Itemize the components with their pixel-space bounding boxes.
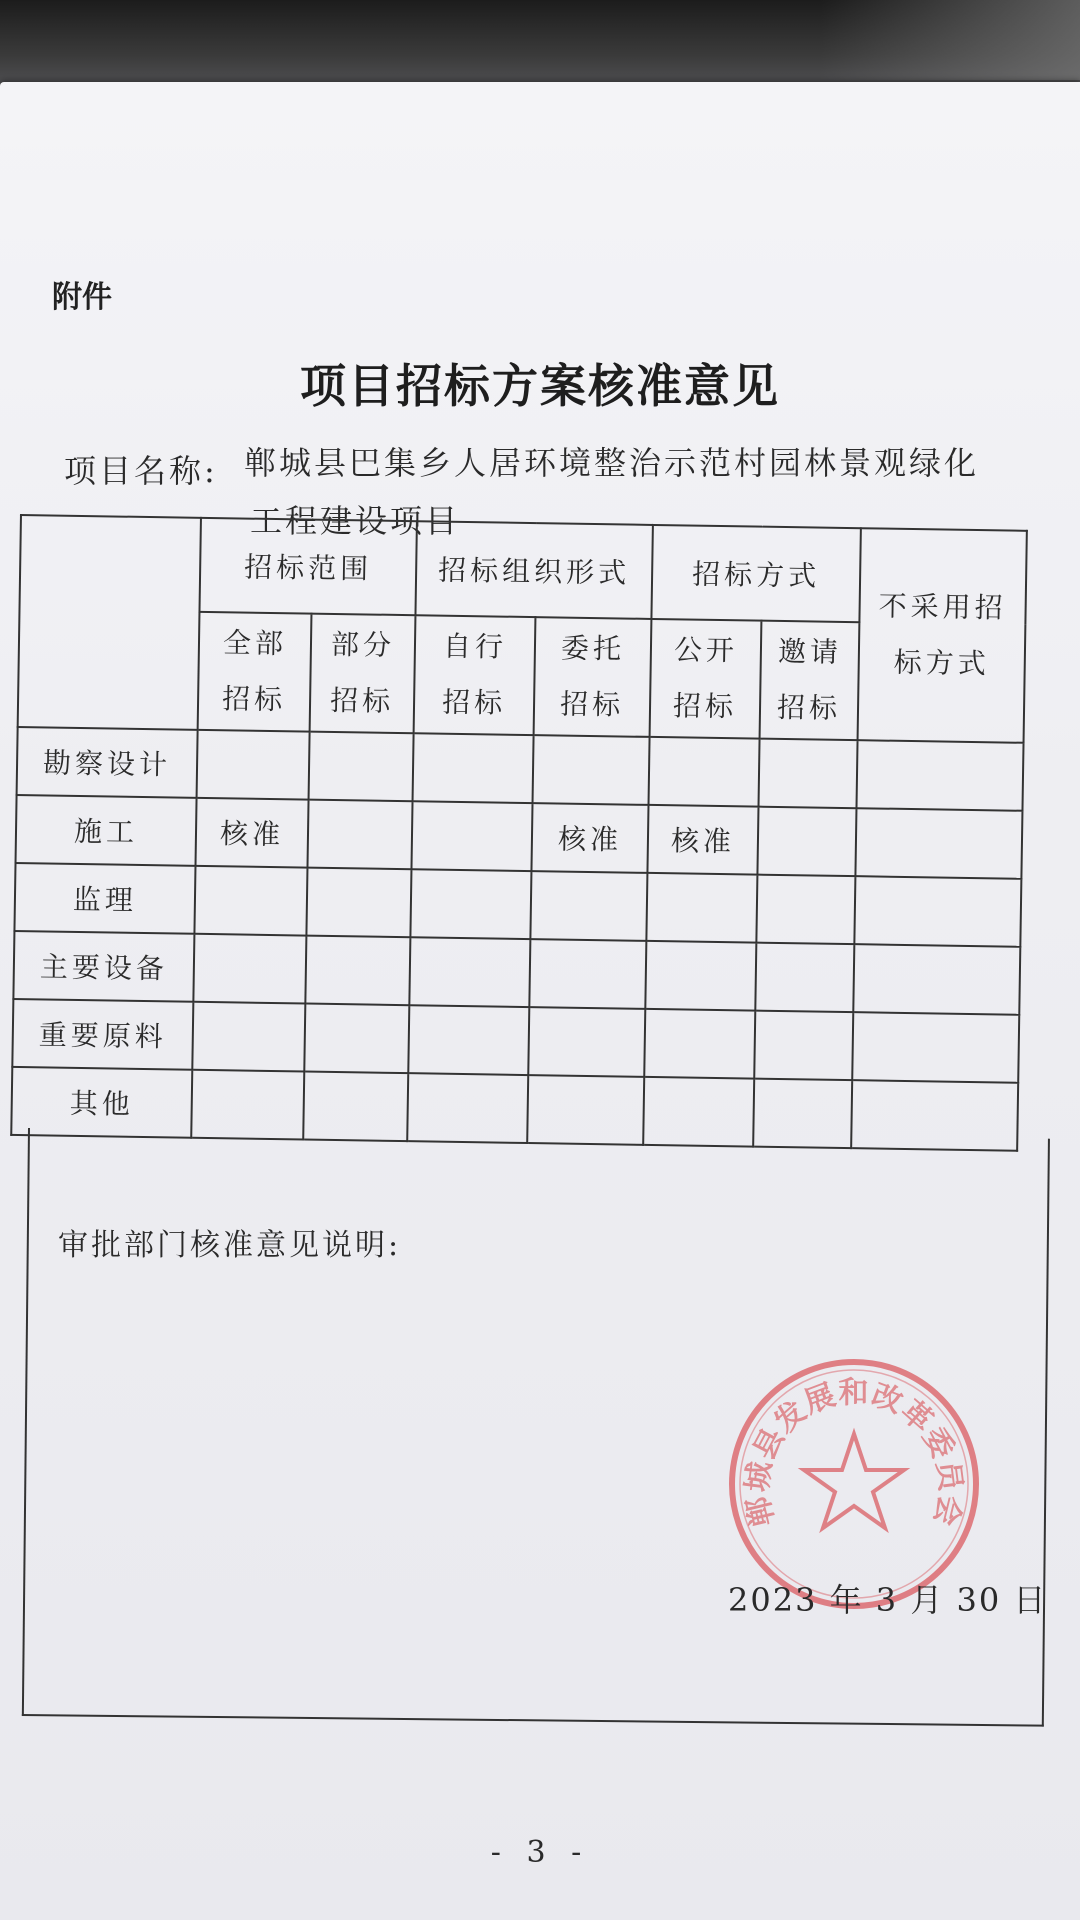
header-method: 招标方式 bbox=[651, 525, 860, 622]
subheader-open bbox=[650, 619, 762, 739]
table-cell bbox=[530, 871, 647, 941]
background-light bbox=[820, 0, 1080, 80]
table-cell bbox=[853, 944, 1020, 1015]
table-cell bbox=[409, 937, 530, 1007]
table-cell bbox=[857, 740, 1024, 811]
table-cell bbox=[755, 943, 854, 1013]
subheader-full bbox=[198, 612, 312, 732]
header-no-tender-text: 不采用招标方式 bbox=[878, 589, 1007, 681]
page-title: 项目招标方案核准意见 bbox=[300, 359, 780, 413]
corner-cell bbox=[18, 515, 201, 730]
table-cell bbox=[533, 735, 650, 805]
project-name-line2: 工程建设项目 bbox=[250, 502, 461, 540]
table-cell bbox=[410, 869, 531, 939]
table-cell bbox=[193, 934, 306, 1004]
table-cell bbox=[307, 800, 412, 870]
approval-date: 2023 年 3 月 30 日 bbox=[728, 1581, 1048, 1619]
table-cell bbox=[305, 936, 410, 1006]
table-cell bbox=[197, 730, 310, 800]
table-cell bbox=[413, 733, 534, 803]
table-cell bbox=[852, 1012, 1019, 1083]
table-cell bbox=[756, 875, 855, 945]
table-cell bbox=[408, 1005, 529, 1075]
subheader-full-a: 全部 bbox=[222, 626, 288, 661]
subheader-partial-a: 部分 bbox=[330, 627, 396, 662]
table-cell bbox=[309, 732, 414, 802]
row-label: 施工 bbox=[16, 795, 197, 866]
row-label: 其他 bbox=[11, 1067, 192, 1138]
subheader-self-b: 招标 bbox=[441, 685, 507, 720]
subheader-self bbox=[414, 615, 536, 735]
table-cell bbox=[855, 808, 1022, 879]
header-scope: 招标范围 bbox=[199, 518, 416, 615]
subheader-partial bbox=[310, 614, 416, 734]
table-cell bbox=[192, 1002, 305, 1072]
row-label: 勘察设计 bbox=[17, 727, 198, 798]
table-cell bbox=[411, 801, 532, 871]
opinion-label: 审批部门核准意见说明: bbox=[58, 1228, 402, 1263]
subheader-invite-b: 招标 bbox=[776, 690, 842, 725]
table-cell bbox=[757, 807, 856, 877]
subheader-entrust-a: 委托 bbox=[560, 631, 626, 666]
subheader-open-b: 招标 bbox=[672, 689, 738, 724]
table-cell bbox=[754, 1011, 853, 1081]
row-label: 主要设备 bbox=[13, 931, 194, 1002]
subheader-entrust bbox=[534, 617, 652, 737]
seal-text-path: 郸城县发展和改革委员会 bbox=[739, 1375, 969, 1530]
table-cell bbox=[854, 876, 1021, 947]
subheader-self-a: 自行 bbox=[442, 629, 508, 664]
subheader-full-b: 招标 bbox=[221, 682, 287, 717]
subheader-partial-b: 招标 bbox=[329, 683, 395, 718]
project-name-label: 项目名称: bbox=[64, 452, 218, 490]
attachment-label: 附件 bbox=[52, 280, 112, 315]
table-cell bbox=[645, 941, 756, 1011]
table-cell bbox=[528, 1007, 645, 1077]
seal-star-icon bbox=[804, 1434, 904, 1528]
row-label: 重要原料 bbox=[12, 999, 193, 1070]
table-cell bbox=[644, 1009, 755, 1079]
table-cell bbox=[759, 739, 858, 809]
table-cell: 核准 bbox=[647, 805, 758, 875]
page-number: - 3 - bbox=[490, 1835, 590, 1870]
subheader-open-a: 公开 bbox=[673, 633, 739, 668]
header-organization: 招标组织形式 bbox=[415, 521, 652, 619]
table-cell: 核准 bbox=[531, 803, 648, 873]
subheader-invite bbox=[760, 621, 860, 741]
project-name-line1: 郸城县巴集乡人居环境整治示范村园林景观绿化 bbox=[244, 444, 980, 482]
header-no-tender bbox=[858, 528, 1027, 743]
table-cell bbox=[529, 939, 646, 1009]
subheader-entrust-b: 招标 bbox=[559, 687, 625, 722]
approval-table bbox=[10, 514, 1028, 1152]
table-cell bbox=[194, 866, 307, 936]
table-cell: 核准 bbox=[195, 798, 308, 868]
row-label: 监理 bbox=[14, 863, 195, 934]
table-cell bbox=[649, 737, 760, 807]
subheader-invite-a: 邀请 bbox=[777, 634, 843, 669]
table-cell bbox=[646, 873, 757, 943]
table-cell bbox=[304, 1004, 409, 1074]
table-header-row bbox=[20, 515, 1027, 625]
table-cell bbox=[306, 868, 411, 938]
